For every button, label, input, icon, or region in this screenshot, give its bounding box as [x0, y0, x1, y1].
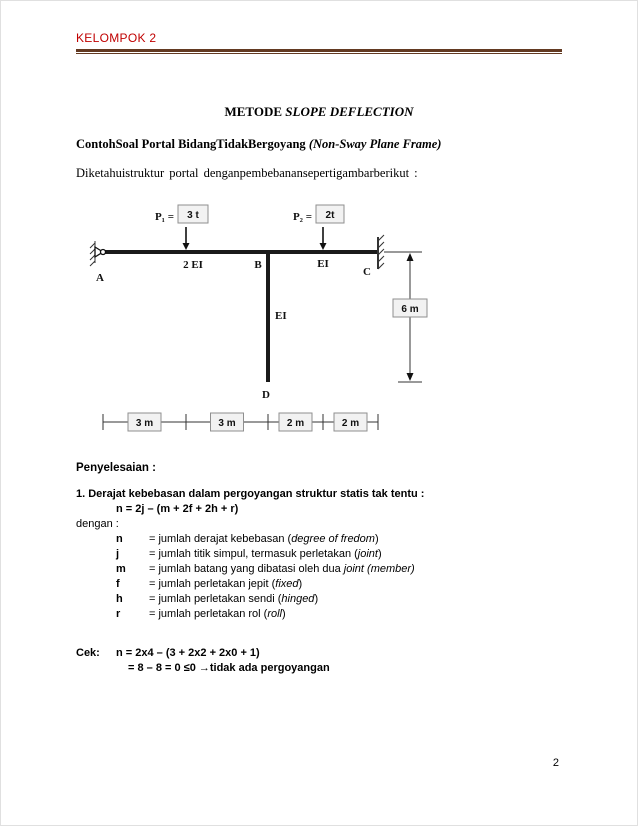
frame-diagram: [88, 197, 562, 454]
step-1-title: 1. Derajat kebebasan dalam pergoyangan struktur statis tak tentu :: [76, 488, 425, 500]
check-lines: [116, 646, 330, 676]
doc-title-italic: SLOPE DEFLECTION: [285, 104, 414, 119]
dim-height-arrow-bottom: [407, 373, 414, 381]
definition-text: = jumlah batang yang dibatasi oleh dua joint (member): [149, 563, 415, 575]
definition-symbol: j: [116, 548, 120, 560]
load-p2: [293, 205, 344, 250]
check-block: [76, 646, 562, 676]
solution-heading: Penyelesaian :: [76, 462, 156, 474]
definition-row-n: [116, 532, 562, 547]
header-rule-thick: [76, 49, 562, 52]
document-page: [1, 1, 637, 676]
definition-text: = jumlah perletakan sendi (hinged): [149, 593, 319, 605]
load-p1: [155, 205, 208, 250]
definition-symbol: m: [116, 563, 126, 575]
dim-height-arrow-top: [407, 253, 414, 261]
header-rule-thin: [76, 53, 562, 54]
node-label-a: A: [96, 272, 104, 284]
definition-row-j: [116, 547, 562, 562]
check-line-1: n = 2x4 – (3 + 2x2 + 2x0 + 1): [116, 647, 260, 659]
dim-height: [384, 252, 427, 382]
column-label: EI: [275, 310, 287, 322]
support-a: [90, 241, 106, 266]
load-p2-value: 2t: [325, 210, 335, 221]
support-c: [378, 235, 384, 269]
support-a-hatch-lines: [90, 243, 95, 266]
node-label-b: B: [254, 259, 262, 271]
dengan-label: dengan :: [76, 518, 119, 530]
doc-subtitle: [76, 137, 562, 152]
definition-symbol: r: [116, 608, 121, 620]
load-p1-value: 3 t: [187, 210, 199, 221]
check-label: Cek:: [76, 647, 100, 659]
definition-text: = jumlah perletakan rol (roll): [149, 608, 286, 620]
definition-symbol: f: [116, 578, 120, 590]
definition-row-r: [116, 607, 562, 622]
dim-value-4: 2 m: [341, 418, 360, 429]
load-p1-arrowhead: [183, 243, 190, 250]
doc-subtitle-roman: ContohSoal Portal BidangTidakBergoyang: [76, 137, 309, 151]
node-label-d: D: [262, 389, 270, 401]
intro-text: Diketahuistruktur portal denganpembebanansepertigambarberikut :: [76, 166, 418, 180]
span-left-label: 2 EI: [183, 259, 203, 271]
support-a-roller-circle: [101, 250, 106, 255]
dof-formula: n = 2j – (m + 2f + 2h + r): [116, 503, 239, 515]
definition-row-f: [116, 577, 562, 592]
definition-row-m: [116, 562, 562, 577]
page-number: 2: [552, 757, 559, 769]
doc-title: [76, 104, 562, 120]
definition-symbol: n: [116, 533, 123, 545]
dim-value-2: 3 m: [218, 418, 236, 429]
dim-bottom: [103, 413, 378, 431]
page-header: KELOMPOK 2: [76, 31, 157, 45]
load-p2-label: P₂ =: [292, 211, 312, 223]
definition-symbol: h: [116, 593, 123, 605]
definition-row-h: [116, 592, 562, 607]
dim-value-3: 2 m: [286, 418, 305, 429]
header-rule: [76, 49, 562, 54]
dim-value-1: 3 m: [135, 418, 154, 429]
frame-diagram-svg: [88, 197, 440, 449]
doc-subtitle-italic: (Non-Sway Plane Frame): [308, 137, 442, 151]
check-line-2: = 8 – 8 = 0 ≤0 →tidak ada pergoyangan: [128, 662, 330, 674]
definition-text: = jumlah titik simpul, termasuk perletakan (joint): [149, 548, 382, 560]
node-label-c: C: [363, 266, 371, 278]
span-right-label: EI: [317, 258, 329, 270]
definition-text: = jumlah perletakan jepit (fixed): [149, 578, 303, 590]
definition-text: = jumlah derajat kebebasan (degree of fredom): [149, 533, 379, 545]
doc-title-roman: METODE: [224, 104, 286, 119]
dim-height-value: 6 m: [401, 304, 419, 315]
load-p2-arrowhead: [320, 243, 327, 250]
load-p1-label: P₁ =: [154, 211, 174, 223]
